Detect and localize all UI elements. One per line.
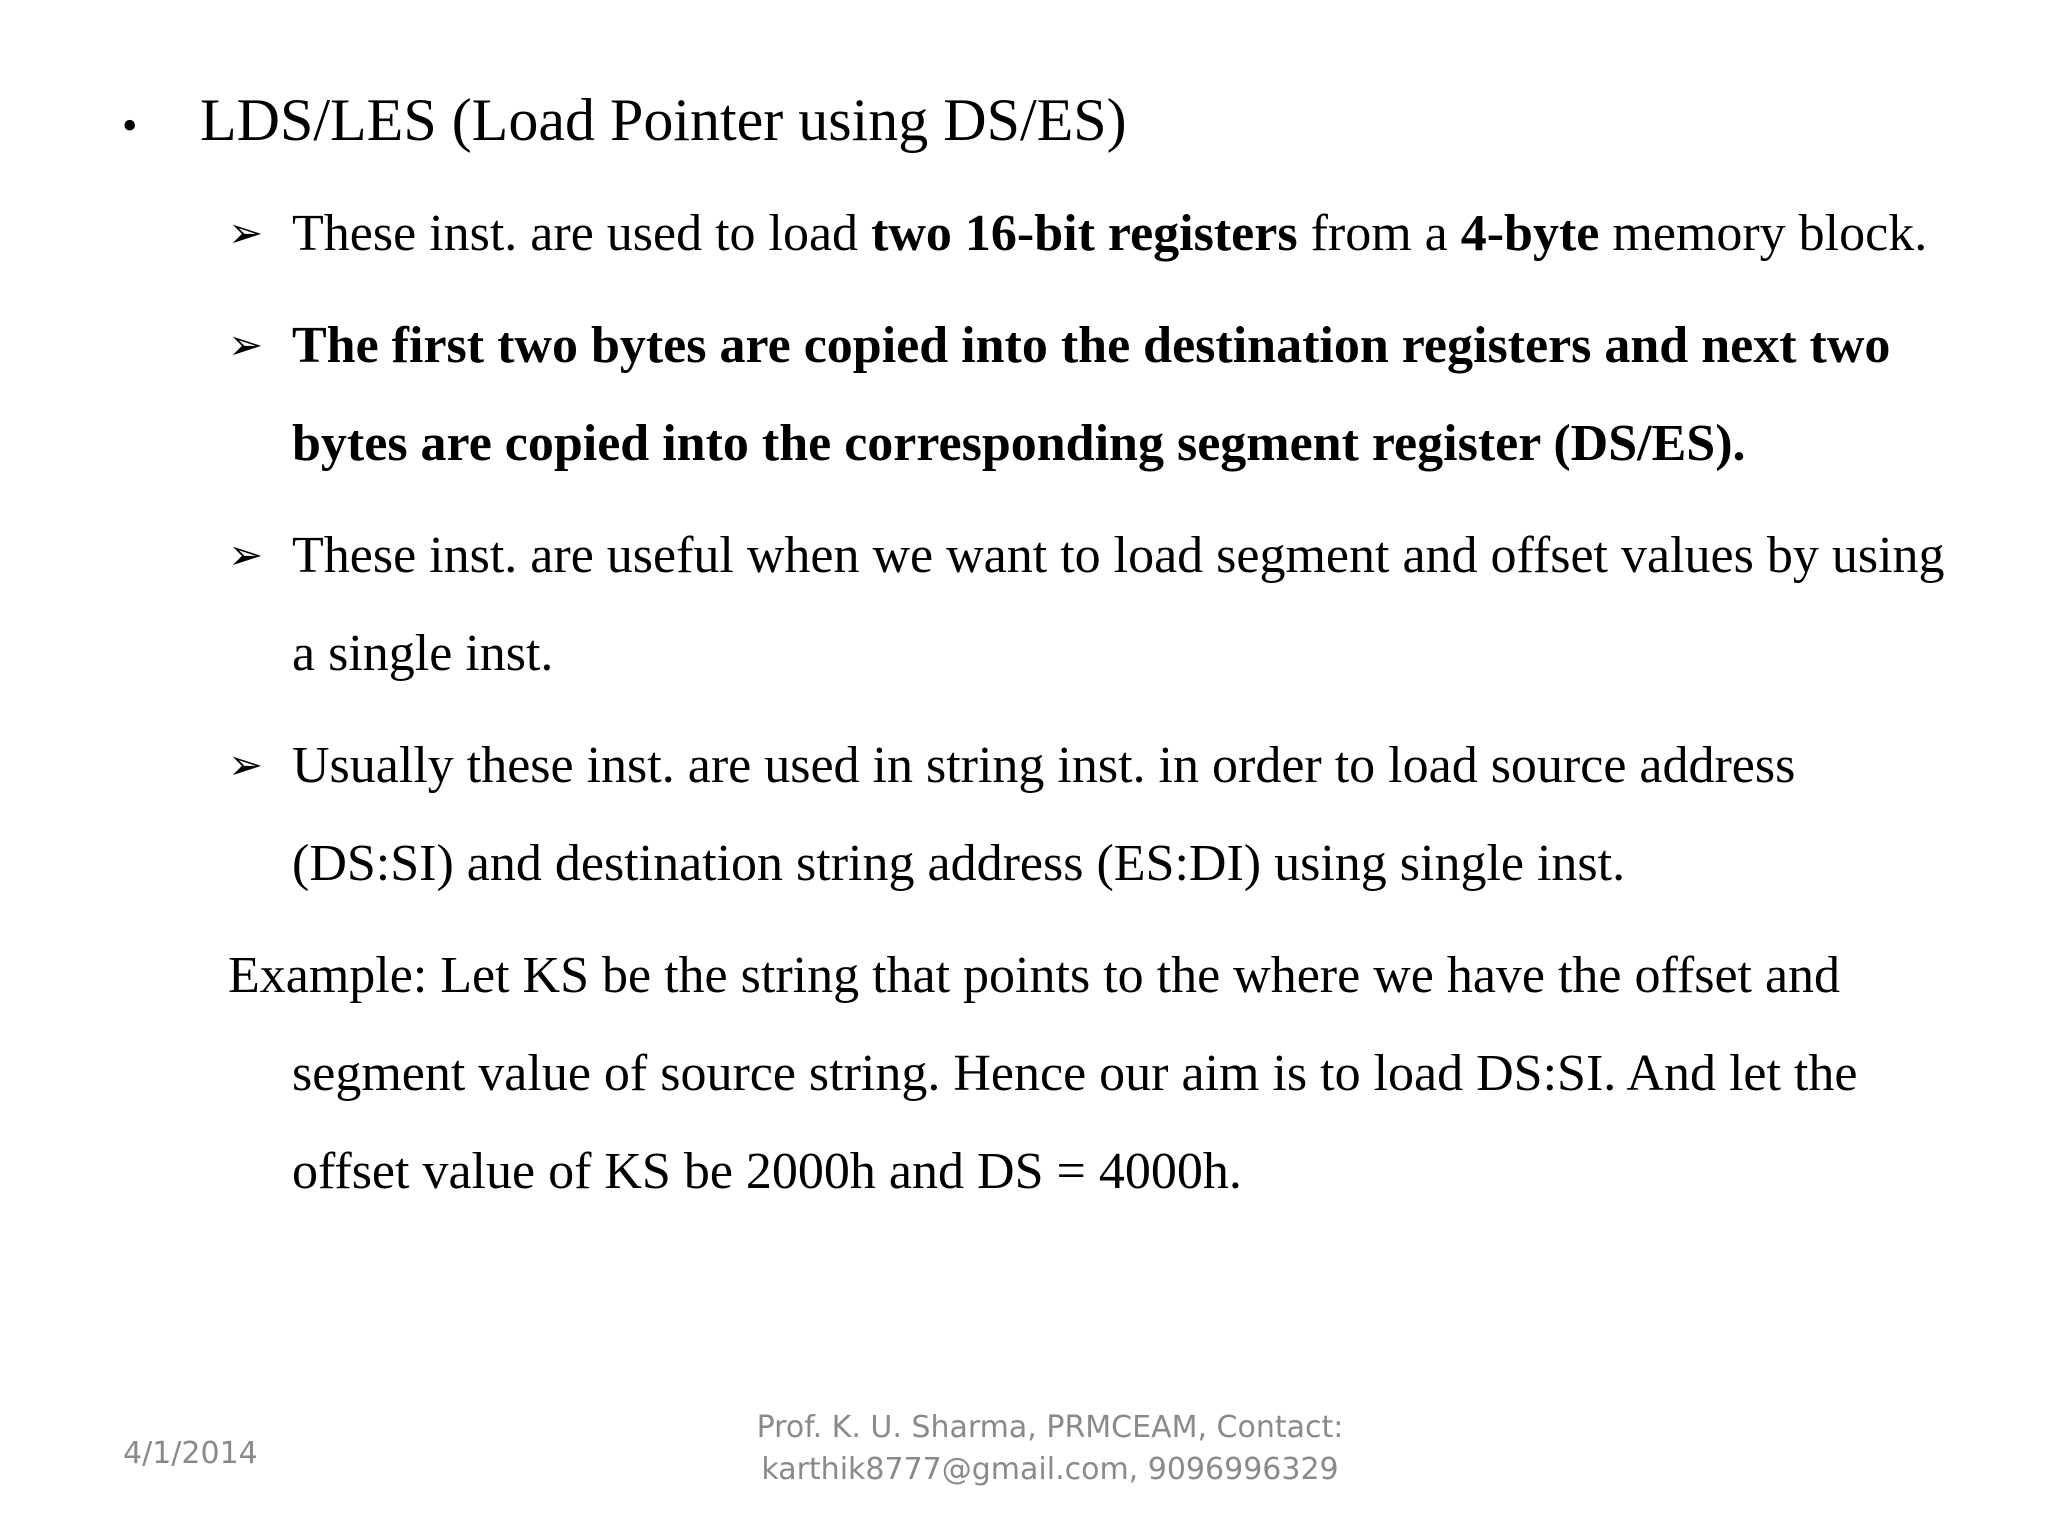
item-text-part-bold: The first two bytes are copied into the destination registers and next two bytes are copied into the corresponding segment register (DS/ES). [292,317,1891,472]
item-text-part: Usually these inst. are used in string inst. in order to load source address (DS:SI) and destination string address (ES:DI) using single inst. [292,737,1796,892]
sub-bullet-item [228,297,1968,493]
bullet-dot-icon: • [122,101,138,151]
item-text-part: These inst. are useful when we want to load segment and offset values by using a single inst. [292,527,1945,682]
sub-bullet-item [228,507,1968,703]
example-paragraph: Example: Let KS be the string that points to the where we have the offset and segment value of source string. Hence our aim is to load DS:SI. And let the offset value of KS be 2000h and DS = 4000h. [228,947,1858,1200]
item-text-part: memory block. [1599,205,1928,262]
arrow-bullet-icon: ➢ [228,533,264,579]
sub-bullet-item [228,717,1968,913]
footer-credit [730,1407,1370,1491]
item-text-part-bold: two 16-bit registers [871,205,1298,262]
item-text-part: from a [1297,205,1461,262]
arrow-bullet-icon: ➢ [228,211,264,257]
footer-credit-line1: Prof. K. U. Sharma, PRMCEAM, Contact: [756,1410,1344,1445]
arrow-bullet-icon: ➢ [228,743,264,789]
item-text-part-bold: 4-byte [1460,205,1600,262]
slide-title: LDS/LES (Load Pointer using DS/ES) [200,87,1127,153]
footer-credit-line2: karthik8777@gmail.com, 9096996329 [761,1452,1339,1487]
sub-bullet-list [228,185,1968,1221]
footer-date: 4/1/2014 [123,1436,258,1471]
arrow-bullet-icon: ➢ [228,323,264,369]
slide-footer [0,1410,2048,1536]
sub-bullet-item [228,185,1968,283]
title-bullet-item [122,86,1127,160]
item-text-part: These inst. are used to load [292,205,872,262]
